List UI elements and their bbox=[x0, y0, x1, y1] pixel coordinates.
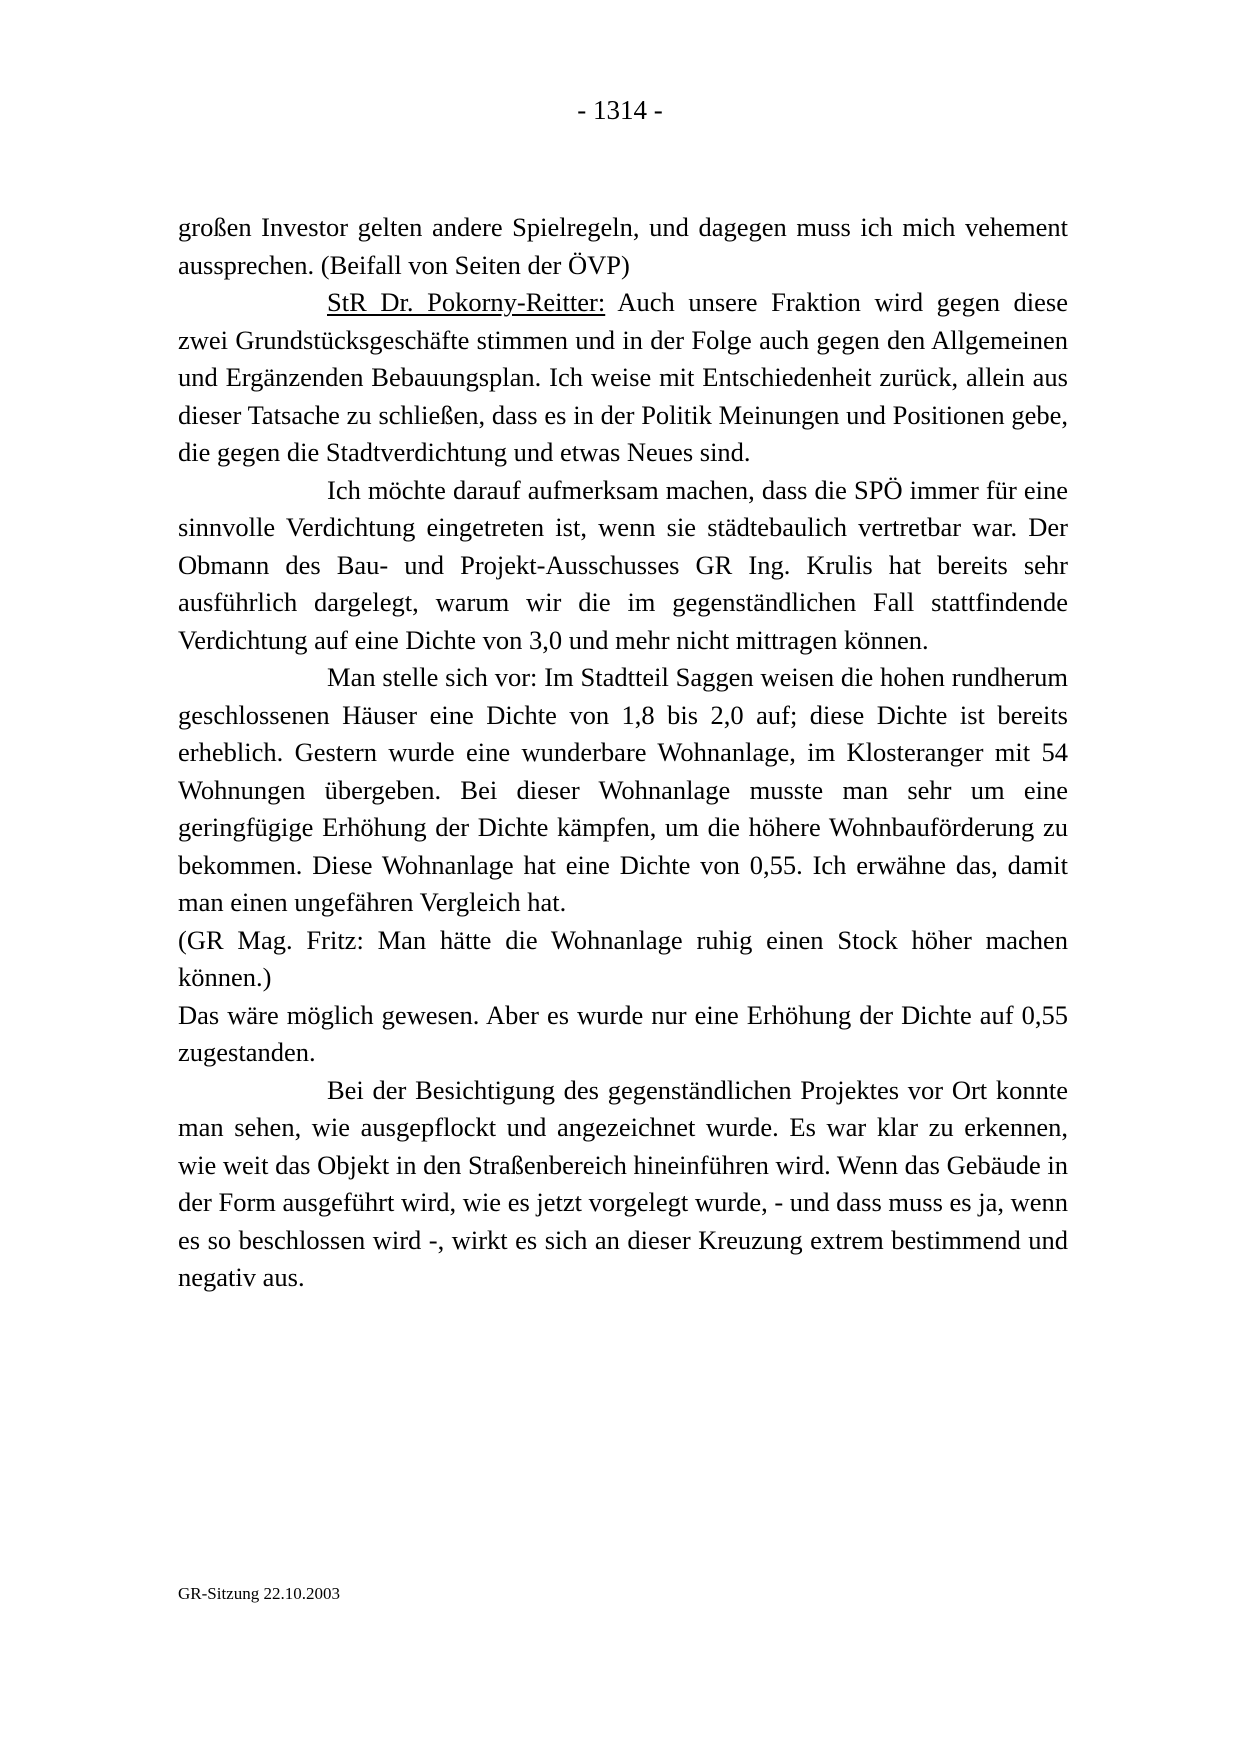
paragraph-6: Das wäre möglich gewesen. Aber es wurde nur eine Erhöhung der Dichte auf 0,55 zugestanden. bbox=[178, 999, 1068, 1067]
paragraph-2-text: Auch unsere Fraktion wird gegen diese zwei Grundstücksgeschäfte stimmen und in der Folge auch gegen den Allgemeinen und Ergänzenden Bebauungsplan. Ich weise mit Entschiedenheit zurück, allein aus dieser Tatsache zu schließen, dass es in der Politik Meinungen und Positionen gebe, die gegen die Stadtverdichtung und etwas Neues sind. bbox=[178, 287, 1069, 467]
paragraph-2 bbox=[178, 284, 1068, 472]
page-number: - 1314 - bbox=[577, 95, 663, 125]
document-body bbox=[178, 209, 1068, 1297]
footer-session-date: GR-Sitzung 22.10.2003 bbox=[178, 1584, 340, 1603]
speaker-name: StR Dr. Pokorny-Reitter: bbox=[327, 287, 606, 317]
paragraph-4: Man stelle sich vor: Im Stadtteil Saggen weisen die hohen rundherum geschlossenen Häuser eine Dichte von 1,8 bis 2,0 auf; diese Dichte ist bereits erheblich. Gestern wurde eine wunderbare Wohnanlage, im Klosteranger mit 54 Wohnungen übergeben. Bei dieser Wohnanlage musste man sehr um eine geringfügige Erhöhung der Dichte kämpfen, um die höhere Wohnbauförderung zu bekommen. Diese Wohnanlage hat eine Dichte von 0,55. Ich erwähne das, damit man einen ungefähren Vergleich hat. bbox=[178, 662, 1068, 917]
paragraph-3: Ich möchte darauf aufmerksam machen, dass die SPÖ immer für eine sinnvolle Verdichtung eingetreten ist, wenn sie städtebaulich vertretbar war. Der Obmann des Bau- und Projekt-Ausschusses GR Ing. Krulis hat bereits sehr ausführlich dargelegt, warum wir die im gegenständlichen Fall stattfindende Verdichtung auf eine Dichte von 3,0 und mehr nicht mittragen können. bbox=[178, 474, 1068, 655]
interjection: (GR Mag. Fritz: Man hätte die Wohnanlage ruhig einen Stock höher machen können.) bbox=[178, 924, 1068, 992]
paragraph-1: großen Investor gelten andere Spielregeln, und dagegen muss ich mich vehement aussprechen. (Beifall von Seiten der ÖVP) bbox=[178, 212, 1068, 280]
paragraph-7: Bei der Besichtigung des gegenständlichen Projektes vor Ort konnte man sehen, wie ausgepflockt und angezeichnet wurde. Es war klar zu erkennen, wie weit das Objekt in den Straßenbereich hineinführen wird. Wenn das Gebäude in der Form ausgeführt wird, wie es jetzt vorgelegt wurde, - und dass muss es ja, wenn es so beschlossen wird -, wirkt es sich an dieser Kreuzung extrem bestimmend und negativ aus. bbox=[178, 1074, 1069, 1292]
